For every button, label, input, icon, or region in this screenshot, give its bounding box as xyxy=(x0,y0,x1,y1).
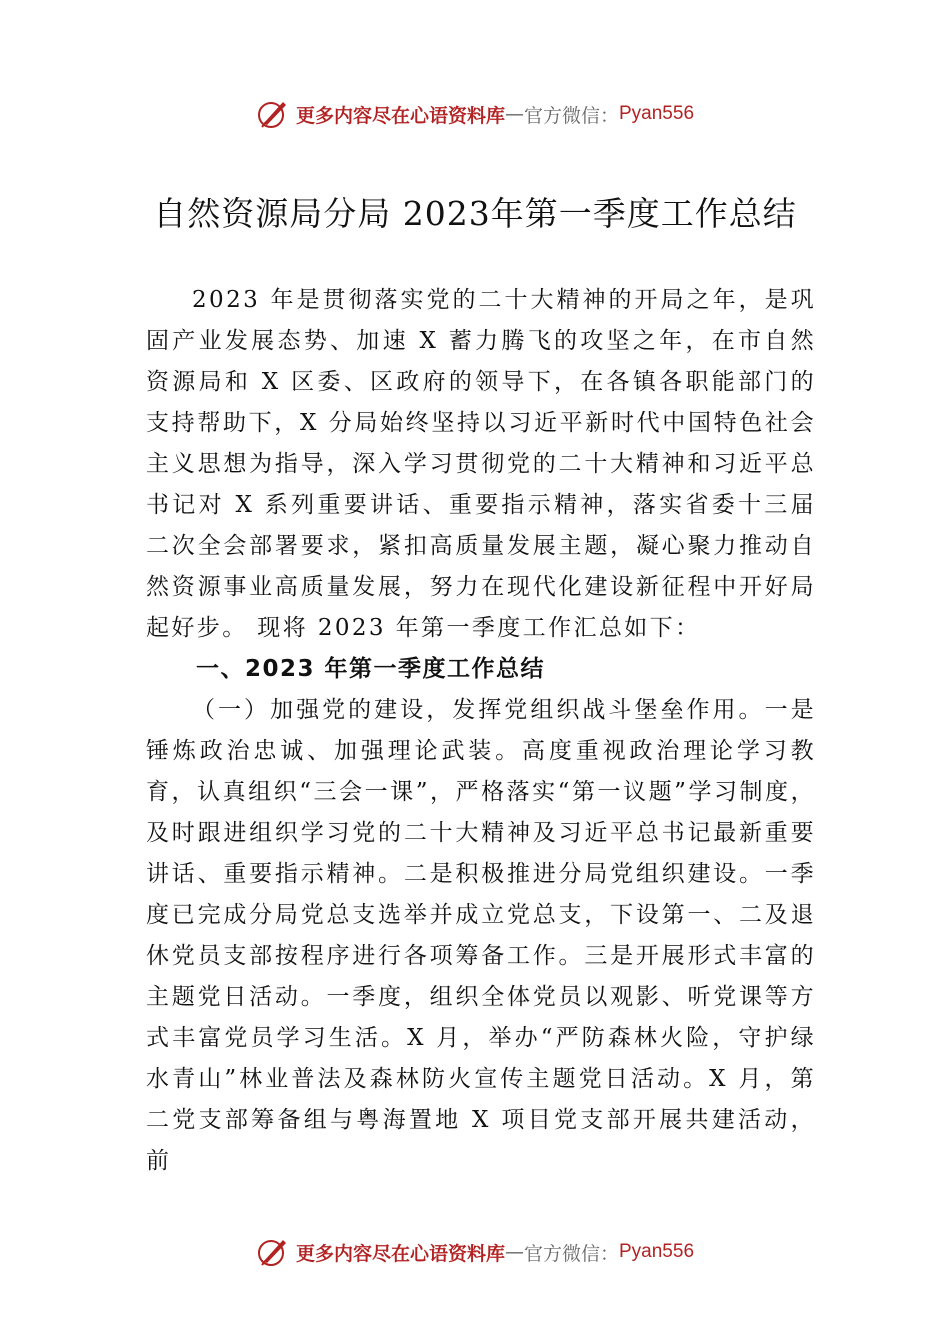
subsection-body: 一是锤炼政治忠诚、加强理论武装。高度重视政治理论学习教育，认真组织“三会一课”，严格落实“第一议题”学习制度，及时跟进组织学习党的二十大精神及习近平总书记最新重要讲话、重要指示精神。二是积极推进分局党组织建设。一季度已完成分局党总支选举并成立党总支，下设第一、二及退休党员支部按程序进行各项筹备工作。三是开展形式丰富的主题党日活动。一季度，组织全体党员以观影、听党课等方式丰富党员学习生活。X 月，举办“严防森林火险，守护绿水青山”林业普法及森林防火宣传主题党日活动。X 月，第二党支部筹备组与粤海置地 X 项目党支部开展共建活动，前 xyxy=(146,697,816,1174)
document-body xyxy=(146,280,816,1182)
banner-contact-id: Pyan556 xyxy=(619,1241,695,1262)
banner-main-text: 更多内容尽在心语资料库 xyxy=(295,1242,505,1265)
watermark-banner-top xyxy=(0,94,950,134)
banner-main-text: 更多内容尽在心语资料库 xyxy=(295,104,505,127)
subsection-paragraph xyxy=(146,690,816,1182)
banner-contact-id: Pyan556 xyxy=(619,103,695,124)
quill-pen-icon xyxy=(256,97,290,131)
watermark-banner-bottom xyxy=(0,1232,950,1272)
quill-pen-icon xyxy=(256,1235,290,1269)
document-title: 自然资源局分局 2023年第一季度工作总结 xyxy=(153,194,797,233)
intro-paragraph: 2023 年是贯彻落实党的二十大精神的开局之年，是巩固产业发展态势、加速 X 蓄力腾飞的攻坚之年，在市自然资源局和 X 区委、区政府的领导下，在各镇各职能部门的支持帮助下，X 分局始终坚持以习近平新时代中国特色社会主义思想为指导，深入学习贯彻党的二十大精神和习近平总书记对 X 系列重要讲话、重要指示精神，落实省委十三届二次全会部署要求，紧扣高质量发展主题，凝心聚力推动自然资源事业高质量发展，努力在现代化建设新征程中开好局起好步。 现将 2023 年第一季度工作汇总如下： xyxy=(146,287,816,641)
banner-dash: — xyxy=(504,1241,524,1263)
banner-dash: — xyxy=(504,103,524,125)
subsection-lead: （一）加强党的建设，发挥党组织战斗堡垒作用。 xyxy=(192,697,765,723)
banner-contact-label: 官方微信： xyxy=(523,104,619,127)
banner-contact-label: 官方微信： xyxy=(523,1242,619,1265)
section-heading: 一、2023 年第一季度工作总结 xyxy=(196,656,546,682)
